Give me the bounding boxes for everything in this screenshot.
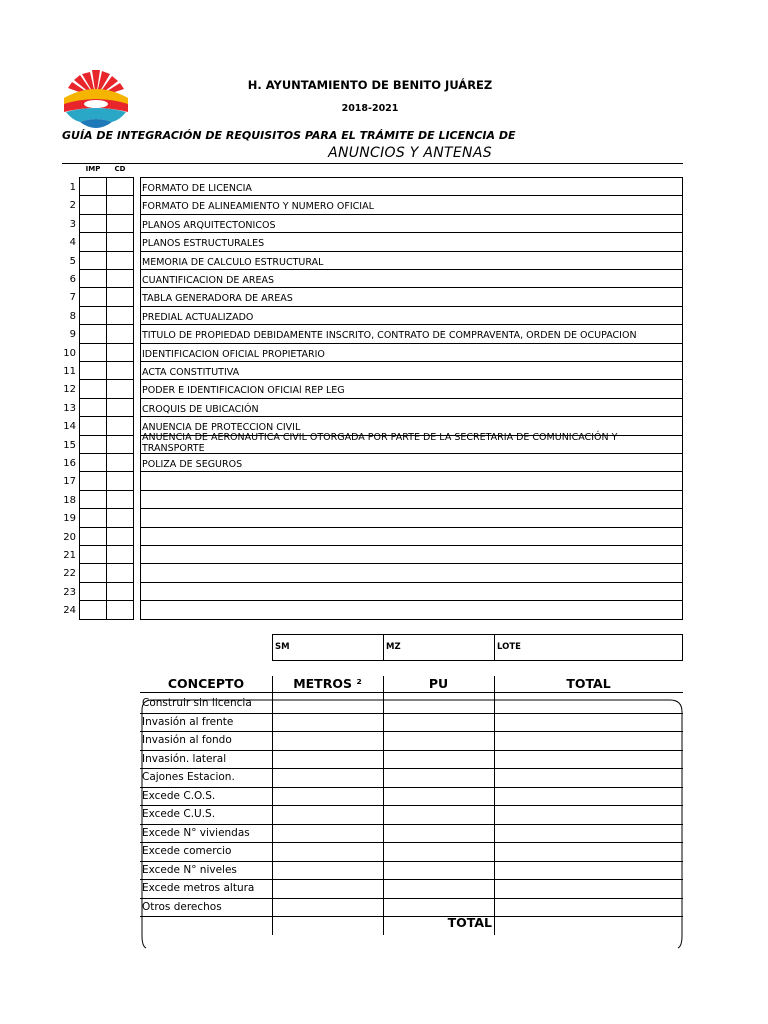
page-title: H. AYUNTAMIENTO DE BENITO JUÁREZ xyxy=(247,78,493,92)
column-divider xyxy=(272,676,273,935)
cd-checkbox[interactable] xyxy=(106,508,134,527)
requirement-number: 6 xyxy=(69,274,76,285)
requirement-text: CROQUIS DE UBICACIÓN xyxy=(142,403,259,415)
imp-checkbox[interactable] xyxy=(79,269,107,288)
imp-checkbox[interactable] xyxy=(79,287,107,306)
cd-checkbox[interactable] xyxy=(106,251,134,270)
requirement-cell xyxy=(140,471,683,490)
guide-heading: GUÍA DE INTEGRACIÓN DE REQUISITOS PARA EL TRÁMITE DE LICENCIA DE xyxy=(62,129,516,142)
imp-checkbox[interactable] xyxy=(79,195,107,214)
requirement-number: 20 xyxy=(63,531,76,543)
requirement-text: TABLA GENERADORA DE AREAS xyxy=(142,293,293,305)
column-divider xyxy=(383,676,384,935)
row-divider xyxy=(140,731,683,732)
requirement-number: 10 xyxy=(63,347,76,359)
cd-checkbox[interactable] xyxy=(106,582,134,601)
concept-label: Excede C.O.S. xyxy=(142,789,216,802)
concept-label: Cajones Estacion. xyxy=(142,771,235,783)
concept-label: Excede N° niveles xyxy=(142,863,237,876)
pu-header: PU xyxy=(428,676,449,691)
row-divider xyxy=(140,861,683,862)
cd-checkbox[interactable] xyxy=(106,379,134,398)
sm-field[interactable]: SM xyxy=(272,634,384,661)
cd-checkbox[interactable] xyxy=(106,343,134,362)
imp-checkbox[interactable] xyxy=(79,563,107,582)
imp-checkbox[interactable] xyxy=(79,214,107,233)
requirement-text: PLANOS ARQUITECTONICOS xyxy=(142,219,276,231)
column-divider xyxy=(494,676,495,935)
requirement-number: 11 xyxy=(63,366,76,377)
requirement-number: 8 xyxy=(69,310,76,322)
requirement-text: TITULO DE PROPIEDAD DEBIDAMENTE INSCRITO, CONTRATO DE COMPRAVENTA, ORDEN DE OCUPACION xyxy=(142,330,637,342)
cd-checkbox[interactable] xyxy=(106,545,134,564)
cd-checkbox[interactable] xyxy=(106,361,134,380)
cd-checkbox[interactable] xyxy=(106,177,134,196)
imp-checkbox[interactable] xyxy=(79,453,107,472)
imp-checkbox[interactable] xyxy=(79,416,107,435)
requirement-number: 22 xyxy=(63,568,76,580)
imp-checkbox[interactable] xyxy=(79,379,107,398)
requirement-number: 3 xyxy=(69,218,76,230)
cd-checkbox[interactable] xyxy=(106,214,134,233)
requirement-text: FORMATO DE ALINEAMIENTO Y NUMERO OFICIAL xyxy=(142,201,374,213)
total-header: TOTAL xyxy=(566,676,611,691)
imp-checkbox[interactable] xyxy=(79,508,107,527)
requirement-number: 24 xyxy=(63,605,76,617)
requirement-text: ANUENCIA DE PROTECCION CIVIL xyxy=(142,422,301,434)
cd-checkbox[interactable] xyxy=(106,490,134,509)
requirement-number: 4 xyxy=(69,237,76,249)
row-divider xyxy=(140,787,683,788)
imp-checkbox[interactable] xyxy=(79,471,107,490)
requirement-number: 9 xyxy=(69,329,76,341)
imp-column-header: IMP xyxy=(85,165,101,173)
cd-checkbox[interactable] xyxy=(106,435,134,454)
requirement-cell xyxy=(140,600,683,619)
administration-period: 2018-2021 xyxy=(341,103,399,114)
imp-checkbox[interactable] xyxy=(79,435,107,454)
row-divider xyxy=(140,805,683,806)
imp-checkbox[interactable] xyxy=(79,324,107,343)
cd-checkbox[interactable] xyxy=(106,471,134,490)
row-divider xyxy=(140,898,683,899)
requirement-number: 19 xyxy=(63,513,76,525)
requirement-text: CUANTIFICACION DE AREAS xyxy=(142,275,275,286)
cd-checkbox[interactable] xyxy=(106,416,134,435)
cd-checkbox[interactable] xyxy=(106,398,134,417)
requirement-number: 14 xyxy=(63,421,76,433)
requirement-number: 13 xyxy=(63,402,76,414)
concept-label: Excede C.U.S. xyxy=(142,808,216,820)
imp-checkbox[interactable] xyxy=(79,600,107,619)
requirement-number: 23 xyxy=(63,586,76,598)
license-type: ANUNCIOS Y ANTENAS xyxy=(328,145,492,161)
requirement-number: 18 xyxy=(63,494,76,506)
concept-label: Construir sin licencia xyxy=(142,697,252,709)
row-divider xyxy=(140,713,683,714)
requirement-cell xyxy=(140,508,683,527)
row-divider xyxy=(140,824,683,825)
concept-label: Invasión. lateral xyxy=(142,752,227,765)
requirement-text: PODER E IDENTIFICACION OFICIAl REP LEG xyxy=(142,385,345,397)
cd-checkbox[interactable] xyxy=(106,324,134,343)
requirement-number: 16 xyxy=(63,458,76,469)
row-divider xyxy=(140,879,683,880)
cd-checkbox[interactable] xyxy=(106,453,134,472)
concept-label: Otros derechos xyxy=(142,900,222,913)
requirement-text: FORMATO DE LICENCIA xyxy=(142,183,252,194)
imp-checkbox[interactable] xyxy=(79,398,107,417)
cd-checkbox[interactable] xyxy=(106,563,134,582)
concept-label: Excede N° viviendas xyxy=(142,826,250,839)
requirement-text: PLANOS ESTRUCTURALES xyxy=(142,238,265,250)
cd-checkbox[interactable] xyxy=(106,195,134,214)
row-divider xyxy=(140,768,683,769)
concept-label: Invasión al frente xyxy=(142,715,234,728)
row-divider xyxy=(140,750,683,751)
requirement-number: 21 xyxy=(63,550,76,561)
cd-checkbox[interactable] xyxy=(106,287,134,306)
requirement-cell xyxy=(140,545,683,564)
imp-checkbox[interactable] xyxy=(79,306,107,325)
imp-checkbox[interactable] xyxy=(79,527,107,546)
cd-checkbox[interactable] xyxy=(106,269,134,288)
grand-total-label: TOTAL xyxy=(447,915,492,930)
requirement-number: 17 xyxy=(63,476,76,488)
mz-field[interactable]: MZ xyxy=(383,634,495,661)
imp-checkbox[interactable] xyxy=(79,490,107,509)
metros-header: METROS ² xyxy=(293,676,362,691)
imp-checkbox[interactable] xyxy=(79,343,107,362)
requirement-text: ACTA CONSTITUTIVA xyxy=(142,367,240,378)
cd-checkbox[interactable] xyxy=(106,600,134,619)
cd-checkbox[interactable] xyxy=(106,232,134,251)
requirement-text: PREDIAL ACTUALIZADO xyxy=(142,311,254,323)
cd-column-header: CD xyxy=(114,165,126,173)
requirement-number: 5 xyxy=(69,255,76,267)
concept-label: Invasión al fondo xyxy=(142,734,232,746)
cd-checkbox[interactable] xyxy=(106,306,134,325)
requirement-number: 15 xyxy=(63,439,76,451)
requirement-number: 7 xyxy=(69,292,76,304)
requirement-text: ANUENCIA DE AERONAUTICA CIVIL OTORGADA POR PARTE DE LA SECRETARIA DE COMUNICACIÓN Y TRANSPORTE xyxy=(142,431,618,454)
imp-checkbox[interactable] xyxy=(79,545,107,564)
imp-checkbox[interactable] xyxy=(79,251,107,270)
requirement-cell xyxy=(140,527,683,546)
row-divider xyxy=(140,842,683,843)
requirement-text: IDENTIFICACION OFICIAL PROPIETARIO xyxy=(142,348,325,360)
imp-checkbox[interactable] xyxy=(79,582,107,601)
requirement-number: 12 xyxy=(63,384,76,396)
municipal-logo xyxy=(62,68,130,128)
concept-label: Excede metros altura xyxy=(142,882,255,894)
imp-checkbox[interactable] xyxy=(79,177,107,196)
requirement-text: MEMORIA DE CALCULO ESTRUCTURAL xyxy=(142,256,324,268)
imp-checkbox[interactable] xyxy=(79,361,107,380)
imp-checkbox[interactable] xyxy=(79,232,107,251)
requirement-number: 1 xyxy=(69,182,76,193)
requirement-cell xyxy=(140,490,683,509)
concepto-header: CONCEPTO xyxy=(167,676,245,691)
requirement-number: 2 xyxy=(69,200,76,212)
requirement-cell xyxy=(140,563,683,582)
cd-checkbox[interactable] xyxy=(106,527,134,546)
requirement-cell xyxy=(140,582,683,601)
requirement-text: POLIZA DE SEGUROS xyxy=(142,459,243,470)
header-divider xyxy=(62,163,683,164)
concept-label: Excede comercio xyxy=(142,845,232,857)
lote-field[interactable]: LOTE xyxy=(494,634,683,661)
